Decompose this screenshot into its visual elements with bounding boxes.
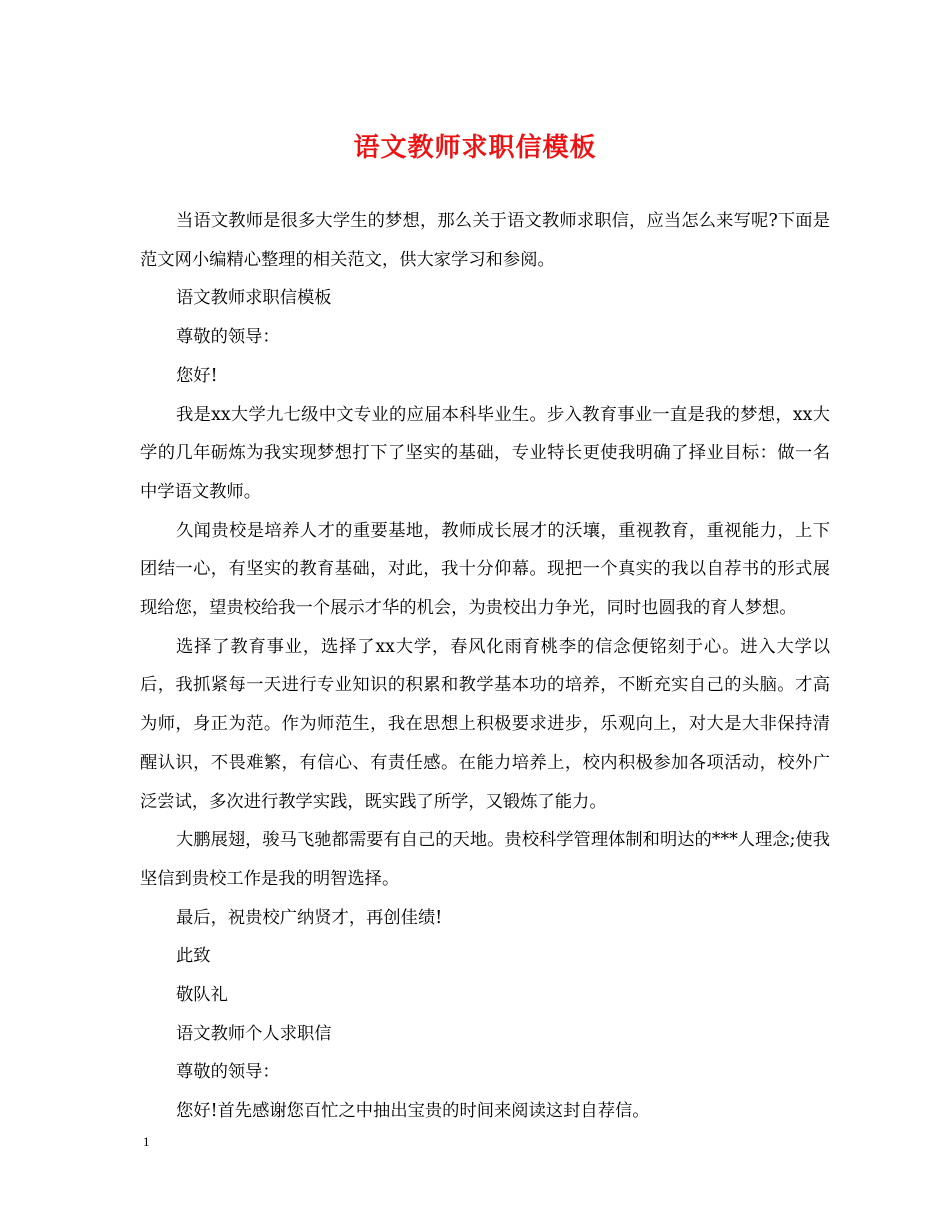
paragraph-template-heading: 语文教师求职信模板	[176, 288, 332, 309]
document-title: 语文教师求职信模板	[353, 133, 597, 163]
paragraph-closing: 此致	[176, 946, 211, 967]
paragraph-second-salutation: 尊敬的领导：	[176, 1062, 280, 1083]
paragraph-second-greeting: 您好!首先感谢您百忙之中抽出宝贵的时间来阅读这封自荐信。	[176, 1101, 650, 1122]
document-body	[140, 202, 830, 1131]
paragraph-intro: 当语文教师是很多大学生的梦想，那么关于语文教师求职信，应当怎么来写呢?下面是范文网小编精心整理的相关范文，供大家学习和参阅。	[140, 211, 830, 270]
paragraph-self-intro: 我是xx大学九七级中文专业的应届本科毕业生。步入教育事业一直是我的梦想，xx大学的几年砺炼为我实现梦想打下了坚实的基础，专业特长更使我明确了择业目标：做一名中学语文教师。	[140, 404, 830, 502]
page-number: 1	[143, 1134, 150, 1149]
paragraph-school-praise: 久闻贵校是培养人才的重要基地，教师成长展才的沃壤，重视教育，重视能力，上下团结一心，有坚实的教育基础，对此，我十分仰幕。现把一个真实的我以自荐书的形式展现给您，望贵校给我一个展示才华的机会，为贵校出力争光，同时也圆我的育人梦想。	[140, 520, 830, 619]
paragraph-greeting: 您好!	[176, 365, 218, 386]
paragraph-education: 选择了教育事业，选择了xx大学，春风化雨育桃李的信念便铭刻于心。进入大学以后，我抓紧每一天进行专业知识的积累和教学基本功的培养，不断充实自己的头脑。才高为师，身正为范。作为师范生，我在思想上积极要求进步，乐观向上，对大是大非保持清醒认识，不畏难繁，有信心、有责任感。在能力培养上，校内积极参加各项活动，校外广泛尝试，多次进行教学实践，既实践了所学，又锻炼了能力。	[140, 636, 830, 812]
paragraph-second-heading: 语文教师个人求职信	[176, 1023, 332, 1044]
paragraph-regards: 敬队礼	[176, 985, 228, 1006]
paragraph-salutation: 尊敬的领导：	[176, 327, 280, 348]
paragraph-wishes: 最后，祝贵校广纳贤才，再创佳绩!	[176, 907, 443, 928]
paragraph-aspiration: 大鹏展翅，骏马飞驰都需要有自己的天地。贵校科学管理体制和明达的***人理念;使我坚信到贵校工作是我的明智选择。	[140, 830, 830, 889]
